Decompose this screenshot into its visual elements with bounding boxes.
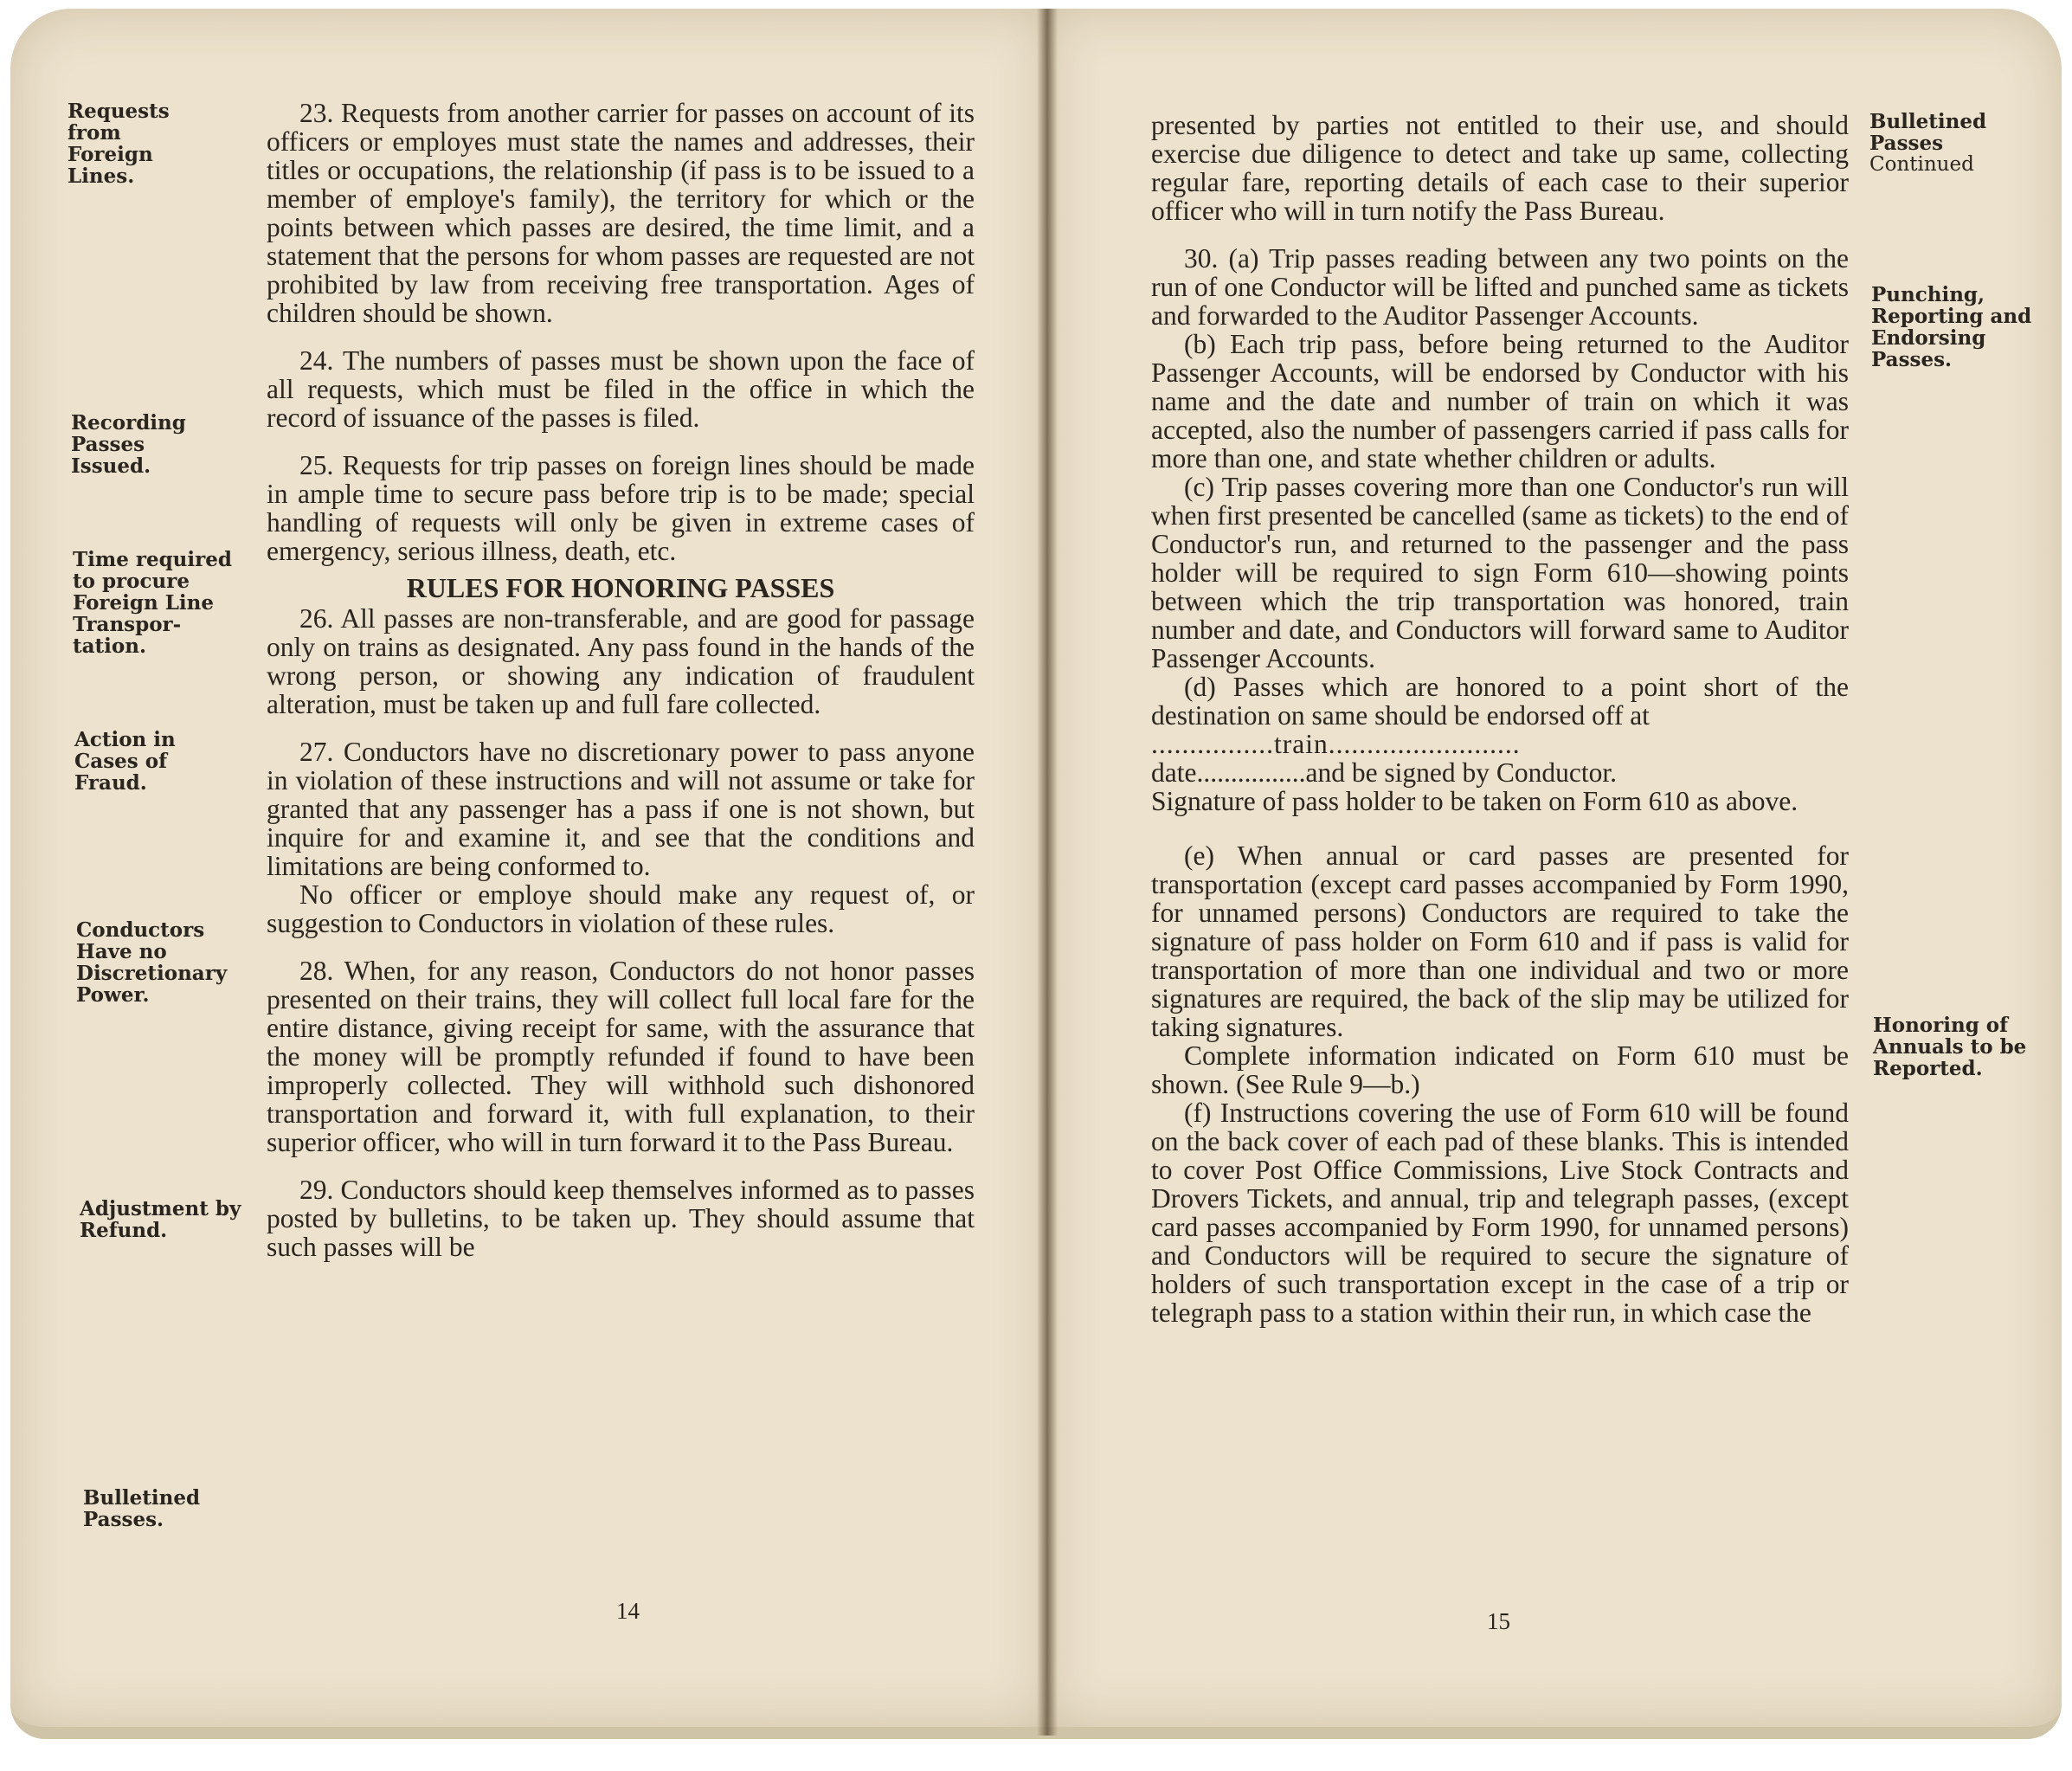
left-text-column <box>267 99 975 1261</box>
margin-note-bulletined-continued <box>1869 111 2043 176</box>
rule-30e-info: Complete information indicated on Form 610 must be shown. (See Rule 9—b.) <box>1151 1040 1849 1099</box>
rule-27: 27. Conductors have no discretionary power to pass anyone in violation of these instructions and will not assume or take for granted that any passenger has a pass if one is not shown, but inquire for and examine it, and see that the conditions and limitations are being conformed to. <box>267 737 975 881</box>
rule-30d-signature: Signature of pass holder to be taken on Form 610 as above. <box>1151 786 1799 816</box>
rule-23: 23. Requests from another carrier for passes on account of its officers or employes must state the names and addresses, their titles or occupations, the relationship (if pass is to be issued to a member of employe's family), the territory for which or the points between which passes are desired, the time limit, and a statement that the persons for whom passes are requested are not prohibited by law from receiving free transportation. Ages of children should be shown. <box>267 98 975 328</box>
rule-26: 26. All passes are non-transferable, and are good for passage only on trains as designated. Any pass found in the hands of the wrong person, or showing any indication of fraudulent alteration, must be taken up and full fare collected. <box>267 603 975 719</box>
margin-note-bulletined: Bulletined Passes. <box>83 1486 201 1531</box>
rule-27-note: No officer or employe should make any request of, or suggestion to Conductors in violation of these rules. <box>267 879 975 938</box>
margin-note-punching: Punching, Reporting and Endorsing Passes. <box>1871 283 2032 371</box>
rule-29-continued: presented by parties not entitled to their use, and should exercise due diligence to detect and take up same, collecting regular fare, reporting details of each case to their superior officer who will in turn notify the Pass Bureau. <box>1151 110 1849 226</box>
right-text-column <box>1151 111 1849 1327</box>
rule-30f: (f) Instructions covering the use of Form 610 will be found on the back cover of each pad of these blanks. This is intended to cover Post Office Commissions, Live Stock Contracts and Drovers Tickets, and annual, trip and telegraph passes, (except card passes accompanied by Form 1990, for unnamed persons) and Conductors will be required to secure the signature of holders of such transportation except in the case of a trip or telegraph pass to a station within their run, in which case the <box>1151 1098 1849 1328</box>
rule-30d-train-line: ................train......................... <box>1151 729 1521 759</box>
right-page <box>1047 9 2062 1739</box>
rule-30d: (d) Passes which are honored to a point short of the destination on same should be endorsed off at <box>1151 672 1849 731</box>
left-page <box>10 9 1047 1739</box>
rule-30c: (c) Trip passes covering more than one Conductor's run will when first presented be cancelled (same as tickets) to the end of Conductor's run, and returned to the passenger and the pass holder will be required to sign Form 610—showing points between which the trip transportation was honored, train number and date, and Conductors will forward same to Auditor Passenger Accounts. <box>1151 472 1849 673</box>
rule-30e: (e) When annual or card passes are presented for transportation (except card passes accompanied by Form 1990, for unnamed persons) Conductors are required to take the signature of pass holder on Form 610 and if pass is valid for transportation of more than one individual and two or more signatures are required, the back of the slip may be utilized for taking signatures. <box>1151 840 1849 1042</box>
margin-note-recording-passes: Recording Passes Issued. <box>71 411 186 478</box>
margin-note-continued: Continued <box>1869 153 1974 176</box>
rule-25: 25. Requests for trip passes on foreign lines should be made in ample time to secure pass before trip is to be made; special handling of requests will only be given in extreme cases of emergency, serious illness, death, etc. <box>267 450 975 566</box>
margin-note-honoring-annuals: Honoring of Annuals to be Reported. <box>1873 1014 2027 1080</box>
margin-note-refund: Adjustment by Refund. <box>80 1197 241 1242</box>
rule-30a: 30. (a) Trip passes reading between any two points on the run of one Conductor will be lifted and punched same as tickets and forwarded to the Auditor Passenger Accounts. <box>1151 243 1849 331</box>
open-booklet <box>10 9 2062 1748</box>
margin-note-discretionary: Conductors Have no Discretionary Power. <box>76 918 228 1007</box>
page-number-right: 15 <box>1487 1608 1510 1634</box>
margin-note-fraud: Action in Cases of Fraud. <box>74 728 176 795</box>
page-number-left: 14 <box>616 1598 640 1624</box>
rule-30b: (b) Each trip pass, before being returned to the Auditor Passenger Accounts, will be endorsed by Conductor with his name and the date and number of train on which it was accepted, also the number of passengers carried if pass calls for more than one, and state whether children or adults. <box>1151 329 1849 473</box>
rule-30d-date-line: date................and be signed by Conductor. <box>1151 757 1618 788</box>
margin-note-time-required: Time required to procure Foreign Line Transpor- tation. <box>73 548 232 658</box>
book-spine <box>1037 9 1058 1736</box>
margin-note-bulletined-title: Bulletined Passes <box>1869 110 1987 155</box>
rule-28: 28. When, for any reason, Conductors do not honor passes presented on their trains, they will collect full local fare for the entire distance, giving receipt for same, with the assurance that the money will be promptly refunded if found to have been improperly collected. They will withhold such dishonored transportation and forward it, with full explanation, to their superior officer, who will in turn forward it to the Pass Bureau. <box>267 956 975 1157</box>
rule-24: 24. The numbers of passes must be shown upon the face of all requests, which must be filed in the office in which the record of issuance of the passes is filed. <box>267 345 975 433</box>
section-heading: RULES FOR HONORING PASSES <box>406 572 835 603</box>
rule-29: 29. Conductors should keep themselves informed as to passes posted by bulletins, to be taken up. They should assume that such passes will be <box>267 1175 975 1262</box>
margin-note-requests-foreign: Requests from Foreign Lines. <box>68 100 170 188</box>
